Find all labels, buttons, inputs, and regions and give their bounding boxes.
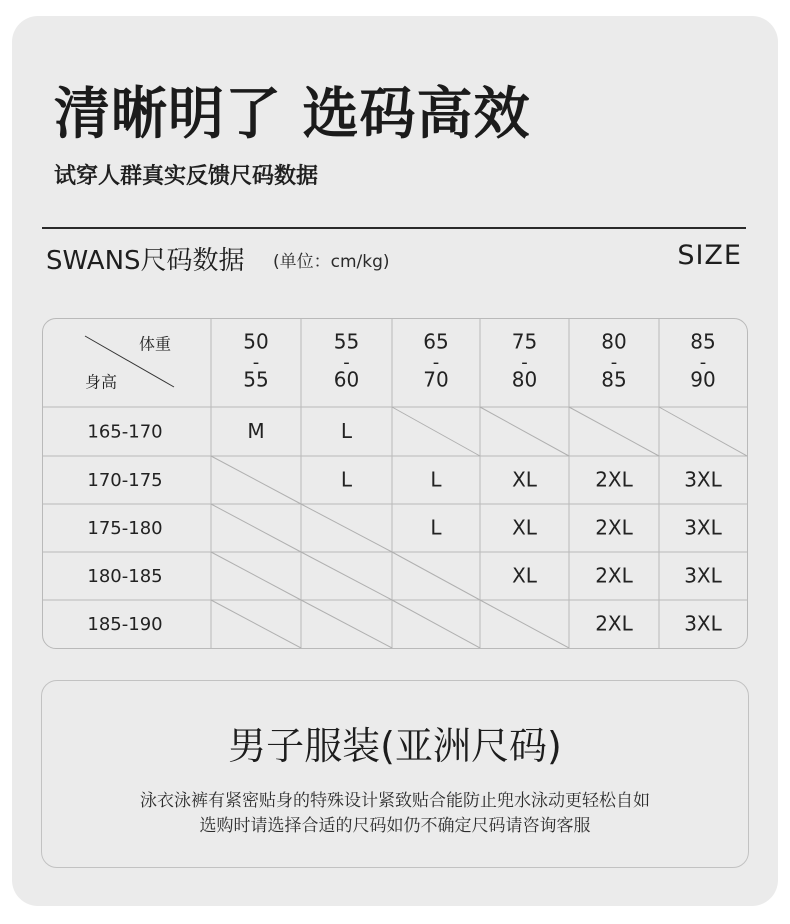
note-title: 男子服装(亚洲尺码) (228, 724, 562, 768)
size-value: L (430, 515, 442, 540)
empty-cell-diagonal (659, 407, 747, 456)
corner-label-weight: 体重 (138, 334, 172, 354)
size-value: M (247, 419, 265, 443)
empty-cell-diagonal (392, 407, 480, 456)
size-value: L (340, 467, 353, 492)
empty-cell-diagonal (480, 407, 569, 456)
size-value: 2XL (595, 611, 633, 636)
page-subtitle: 试穿人群真实反馈尺码数据 (54, 164, 319, 189)
weight-range-separator: - (343, 352, 350, 373)
size-value: 3XL (684, 467, 722, 492)
corner-label-height: 身高 (84, 372, 118, 392)
brand-size-label: SWANS尺码数据 (46, 246, 245, 276)
sizing-note-box (41, 680, 749, 868)
weight-range-from: 80 (601, 329, 627, 354)
weight-range-to: 85 (601, 367, 627, 392)
size-value: L (430, 467, 442, 492)
size-value: 2XL (595, 563, 633, 588)
size-value: XL (512, 563, 537, 588)
weight-range-to: 60 (333, 367, 360, 392)
empty-cell-diagonal (211, 456, 301, 504)
weight-range-separator: - (610, 352, 618, 373)
weight-range-to: 55 (243, 367, 269, 392)
empty-cell-diagonal (211, 552, 301, 600)
weight-range-from: 75 (511, 329, 538, 354)
empty-cell-diagonal (480, 600, 569, 648)
size-value: 2XL (595, 467, 633, 492)
weight-range-separator: - (432, 352, 440, 373)
empty-cell-diagonal (392, 552, 480, 600)
weight-range-separator: - (252, 352, 260, 373)
height-range-label: 180-185 (87, 566, 163, 587)
empty-cell-diagonal (301, 552, 392, 600)
size-value: 3XL (684, 611, 722, 636)
empty-cell-diagonal (211, 504, 301, 552)
weight-range-from: 50 (243, 329, 269, 354)
empty-cell-diagonal (301, 600, 392, 648)
size-value: 2XL (595, 515, 633, 540)
weight-range-from: 65 (423, 329, 449, 354)
empty-cell-diagonal (211, 600, 301, 648)
height-range-label: 170-175 (87, 470, 163, 491)
size-value: L (340, 419, 353, 443)
section-divider (42, 227, 746, 229)
weight-range-to: 90 (690, 367, 716, 392)
note-line-2: 选购时请选择合适的尺码如仍不确定尺码请咨询客服 (199, 816, 591, 836)
size-value: XL (512, 467, 537, 492)
unit-note: (单位：cm/kg) (273, 252, 390, 272)
weight-range-from: 55 (333, 329, 360, 354)
size-value: XL (512, 515, 537, 540)
size-chart-table (42, 318, 748, 649)
height-range-label: 165-170 (87, 421, 163, 443)
weight-range-from: 85 (690, 329, 716, 354)
weight-range-separator: - (699, 352, 707, 373)
note-line-1: 泳衣泳裤有紧密贴身的特殊设计紧致贴合能防止兜水泳动更轻松自如 (140, 791, 650, 811)
empty-cell-diagonal (392, 600, 480, 648)
size-tag: SIZE (677, 240, 742, 271)
weight-range-to: 80 (511, 367, 538, 392)
height-range-label: 185-190 (87, 614, 163, 635)
weight-range-separator: - (521, 352, 528, 373)
empty-cell-diagonal (301, 504, 392, 552)
size-value: 3XL (684, 563, 722, 588)
height-range-label: 175-180 (87, 518, 163, 539)
empty-cell-diagonal (569, 407, 659, 456)
page-title: 清晰明了 选码高效 (54, 82, 531, 147)
weight-range-to: 70 (423, 367, 449, 392)
size-value: 3XL (684, 515, 722, 540)
